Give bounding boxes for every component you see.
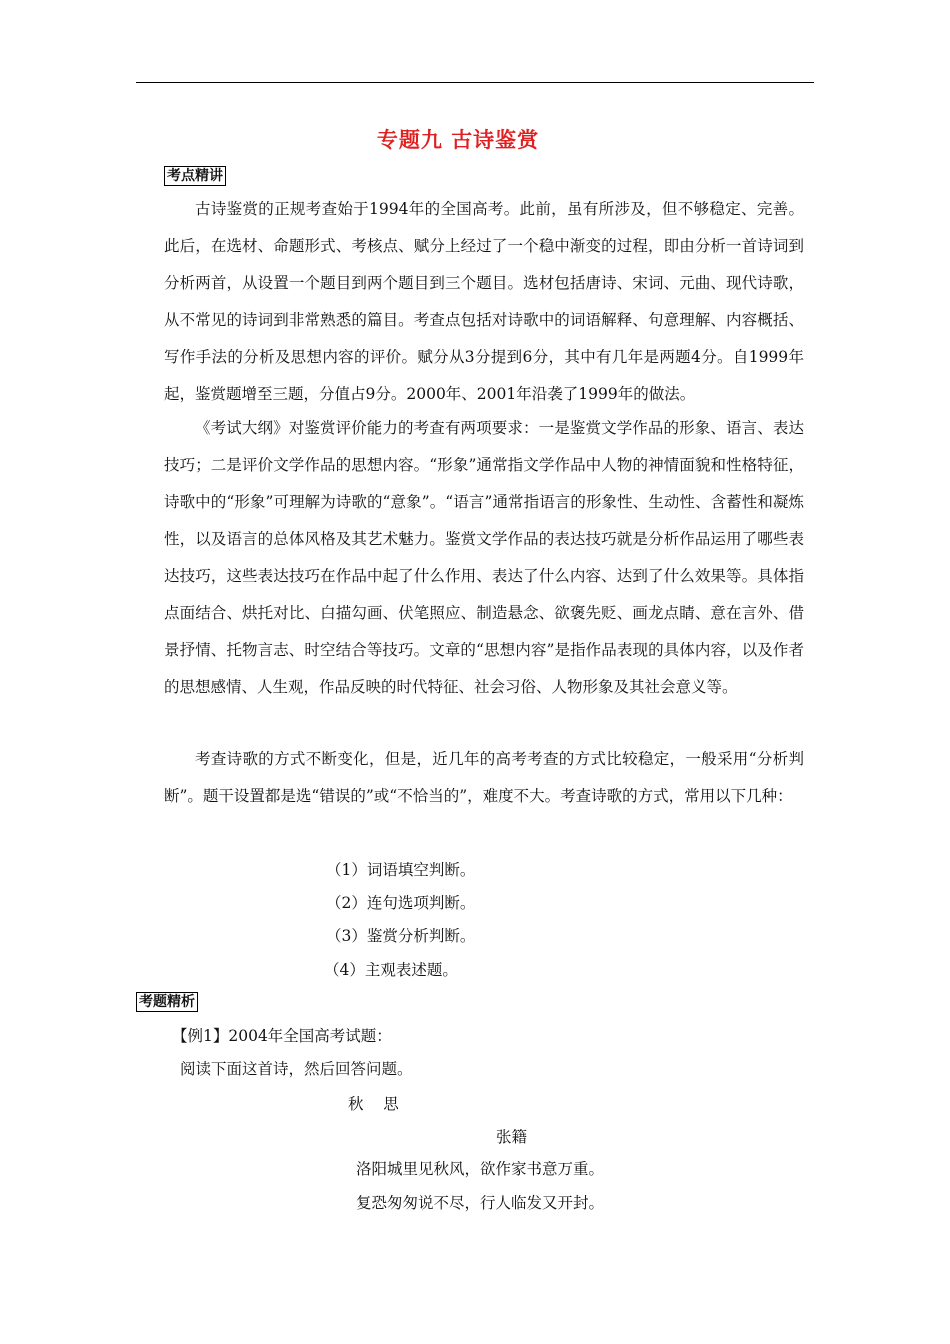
poem-title: 秋 思 (348, 1095, 399, 1113)
section-label-exam-analysis: 考题精析 (136, 992, 198, 1012)
poem-line: 复恐匆匆说不尽，行人临发又开封。 (356, 1194, 605, 1212)
poem-line: 洛阳城里见秋风，欲作家书意万重。 (356, 1160, 605, 1178)
paragraph-1: 古诗鉴赏的正规考查始于1994年的全国高考。此前，虽有所涉及，但不够稳定、完善。此后，在选材、命题形式、考核点、赋分上经过了一个稳中渐变的过程，即由分析一首诗词到分析两首，从设置一个题目到两个题目到三个题目。选材包括唐诗、宋词、元曲、现代诗歌，从不常见的诗词到非常熟悉的篇目。考查点包括对诗歌中的词语解释、句意理解、内容概括、写作手法的分析及思想内容的评价。赋分从3分提到6分，其中有几年是两题4分。自1999年起，鉴赏题增至三题，分值占9分。2000年、2001年沿袭了1999年的做法。 (164, 200, 804, 403)
paragraph-3: 考查诗歌的方式不断变化，但是，近几年的高考考查的方式比较稳定，一般采用“分析判断”。题干设置都是选“错误的”或“不恰当的”，难度不大。考查诗歌的方式，常用以下几种： (164, 750, 804, 805)
page-title: 专题九 古诗鉴赏 (376, 128, 540, 152)
paragraph-2: 《考试大纲》对鉴赏评价能力的考查有两项要求：一是鉴赏文学作品的形象、语言、表达技巧；二是评价文学作品的思想内容。“形象”通常指文学作品中人物的神情面貌和性格特征，诗歌中的“形象”可理解为诗歌的“意象”。“语言”通常指语言的形象性、生动性、含蓄性和凝炼性，以及语言的总体风格及其艺术魅力。鉴赏文学作品的表达技巧就是分析作品运用了哪些表达技巧，这些表达技巧在作品中起了什么作用、表达了什么内容、达到了什么效果等。具体指点面结合、烘托对比、白描勾画、伏笔照应、制造悬念、欲褒先贬、画龙点睛、意在言外、借景抒情、托物言志、时空结合等技巧。文章的“思想内容”是指作品表现的具体内容，以及作者的思想感情、人生观，作品反映的时代特征、社会习俗、人物形象及其社会意义等。 (164, 419, 804, 696)
list-item: （4）主观表述题。 (324, 961, 458, 979)
list-item: （2）连句选项判断。 (326, 894, 476, 912)
header-rule (136, 82, 814, 83)
poem-author: 张籍 (496, 1128, 528, 1146)
list-item: （3）鉴赏分析判断。 (326, 927, 476, 945)
example-label: 【例1】2004年全国高考试题： (172, 1027, 392, 1045)
section-label-key-points: 考点精讲 (164, 166, 226, 186)
instruction-text: 阅读下面这首诗，然后回答问题。 (180, 1060, 413, 1078)
list-item: （1）词语填空判断。 (326, 861, 476, 879)
